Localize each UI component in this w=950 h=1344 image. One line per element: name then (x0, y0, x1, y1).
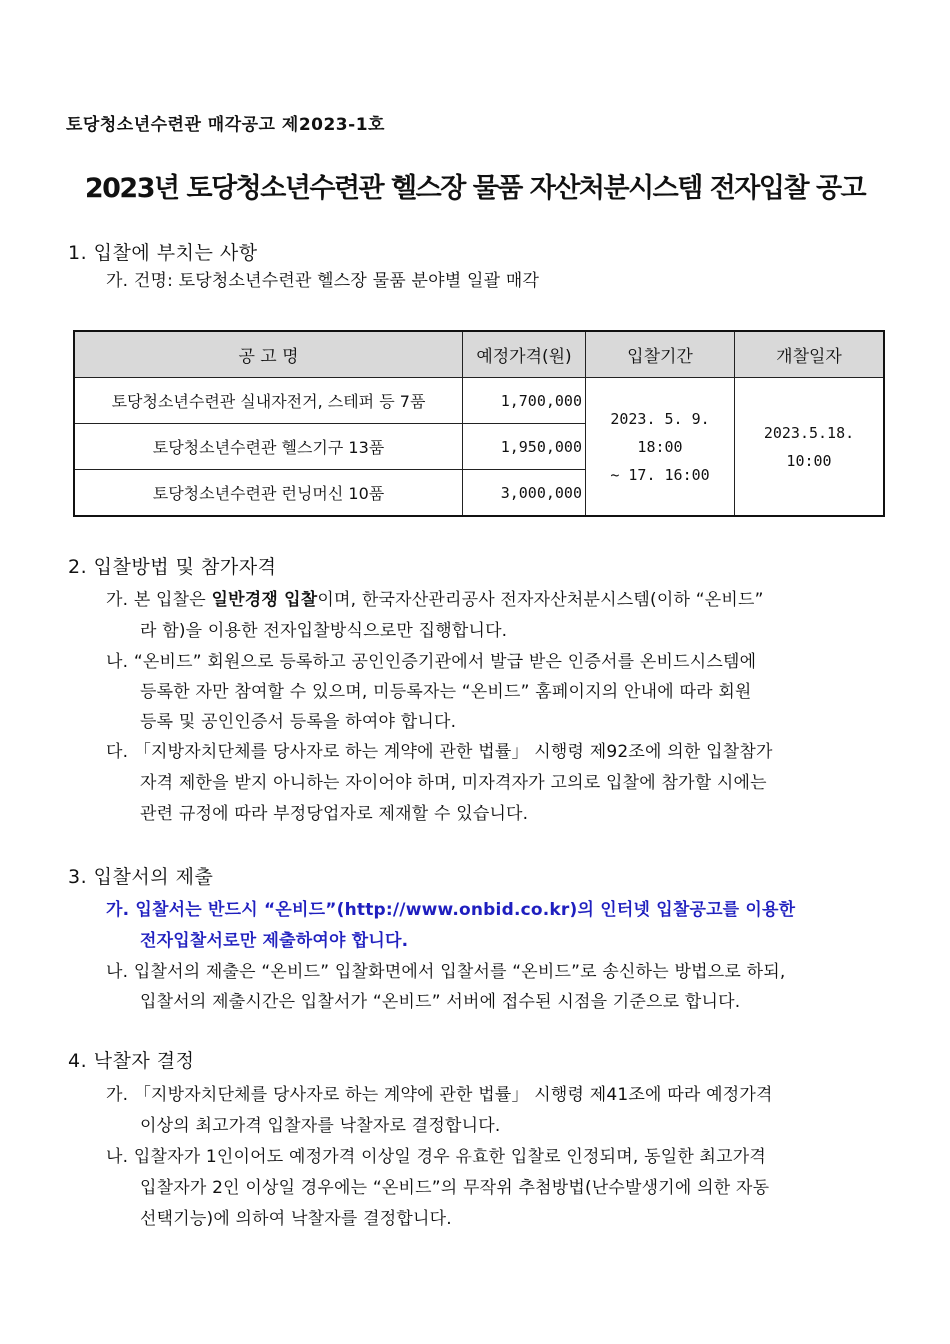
col-header-price: 예정가격(원) (463, 331, 586, 378)
item-price: 1,950,000 (463, 424, 586, 470)
section4-item-b-line3: 선택기능)에 의하여 낙찰자를 결정합니다. (140, 1209, 452, 1229)
col-header-name: 공 고 명 (74, 331, 463, 378)
section4-heading: 4. 낙찰자 결정 (68, 1050, 195, 1072)
section2-a-bold: 일반경쟁 입찰 (211, 590, 318, 610)
section2-item-c-line2: 자격 제한을 받지 아니하는 자이어야 하며, 미자격자가 고의로 입찰에 참가할 시에는 (140, 773, 767, 793)
table-header-row (74, 331, 884, 378)
section3-item-a-line1: 가. 입찰서는 반드시 “온비드”(http://www.onbid.co.kr)의 인터넷 입찰공고를 이용한 (106, 900, 796, 920)
section3-item-b-line2: 입찰서의 제출시간은 입찰서가 “온비드” 서버에 접수된 시점을 기준으로 합니다. (140, 992, 741, 1012)
item-price: 3,000,000 (463, 470, 586, 517)
section2-a-post: 이며, 한국자산관리공사 전자자산처분시스템(이하 “온비드” (317, 590, 764, 610)
table-row (74, 378, 884, 424)
notice-number: 토당청소년수련관 매각공고 제2023-1호 (66, 115, 385, 135)
section2-heading: 2. 입찰방법 및 참가자격 (68, 556, 277, 578)
bid-items-table (73, 330, 885, 517)
section3-item-b-line1: 나. 입찰서의 제출은 “온비드” 입찰화면에서 입찰서를 “온비드”로 송신하는 방법으로 하되, (106, 962, 786, 982)
bid-period-end: ~ 17. 16:00 (610, 465, 710, 484)
section2-item-a-line1 (106, 585, 764, 610)
item-name: 토당청소년수련관 런닝머신 10품 (74, 470, 463, 517)
section2-item-c-line3: 관련 규정에 따라 부정당업자로 제재할 수 있습니다. (140, 804, 529, 824)
item-name: 토당청소년수련관 헬스기구 13품 (74, 424, 463, 470)
section3-item-a-line2: 전자입찰서로만 제출하여야 합니다. (140, 931, 409, 951)
open-date: 2023.5.18. 10:00 (735, 378, 885, 517)
page-title: 2023년 토당청소년수련관 헬스장 물품 자산처분시스템 전자입찰 공고 (84, 173, 866, 204)
item-name: 토당청소년수련관 실내자전거, 스테퍼 등 7품 (74, 378, 463, 424)
section4-item-a-line2: 이상의 최고가격 입찰자를 낙찰자로 결정합니다. (140, 1116, 501, 1136)
section2-item-a-line2: 라 함)을 이용한 전자입찰방식으로만 집행합니다. (140, 621, 508, 641)
section2-item-b-line1: 나. “온비드” 회원으로 등록하고 공인인증기관에서 발급 받은 인증서를 온비드시스템에 (106, 652, 757, 672)
bid-period-start: 2023. 5. 9. 18:00 (610, 409, 710, 456)
section2-a-pre: 가. 본 입찰은 (106, 590, 212, 610)
section2-item-b-line3: 등록 및 공인인증서 등록을 하여야 합니다. (140, 712, 457, 732)
section4-item-b-line1: 나. 입찰자가 1인이어도 예정가격 이상일 경우 유효한 입찰로 인정되며, 동일한 최고가격 (106, 1147, 767, 1167)
section4-item-a-line1: 가. 「지방자치단체를 당사자로 하는 계약에 관한 법률」 시행령 제41조에 따라 예정가격 (106, 1085, 773, 1105)
section2-item-b-line2: 등록한 자만 참여할 수 있으며, 미등록자는 “온비드” 홈페이지의 안내에 따라 회원 (140, 682, 752, 702)
section1-heading: 1. 입찰에 부치는 사항 (68, 242, 258, 264)
section1-item-a: 가. 건명: 토당청소년수련관 헬스장 물품 분야별 일괄 매각 (106, 271, 540, 291)
section4-item-b-line2: 입찰자가 2인 이상일 경우에는 “온비드”의 무작위 추첨방법(난수발생기에 의한 자동 (140, 1178, 770, 1198)
bid-period (586, 378, 735, 517)
section3-heading: 3. 입찰서의 제출 (68, 866, 214, 888)
section2-item-c-line1: 다. 「지방자치단체를 당사자로 하는 계약에 관한 법률」 시행령 제92조에 의한 입찰참가 (106, 742, 773, 762)
item-price: 1,700,000 (463, 378, 586, 424)
col-header-period: 입찰기간 (586, 331, 735, 378)
col-header-open-date: 개찰일자 (735, 331, 885, 378)
